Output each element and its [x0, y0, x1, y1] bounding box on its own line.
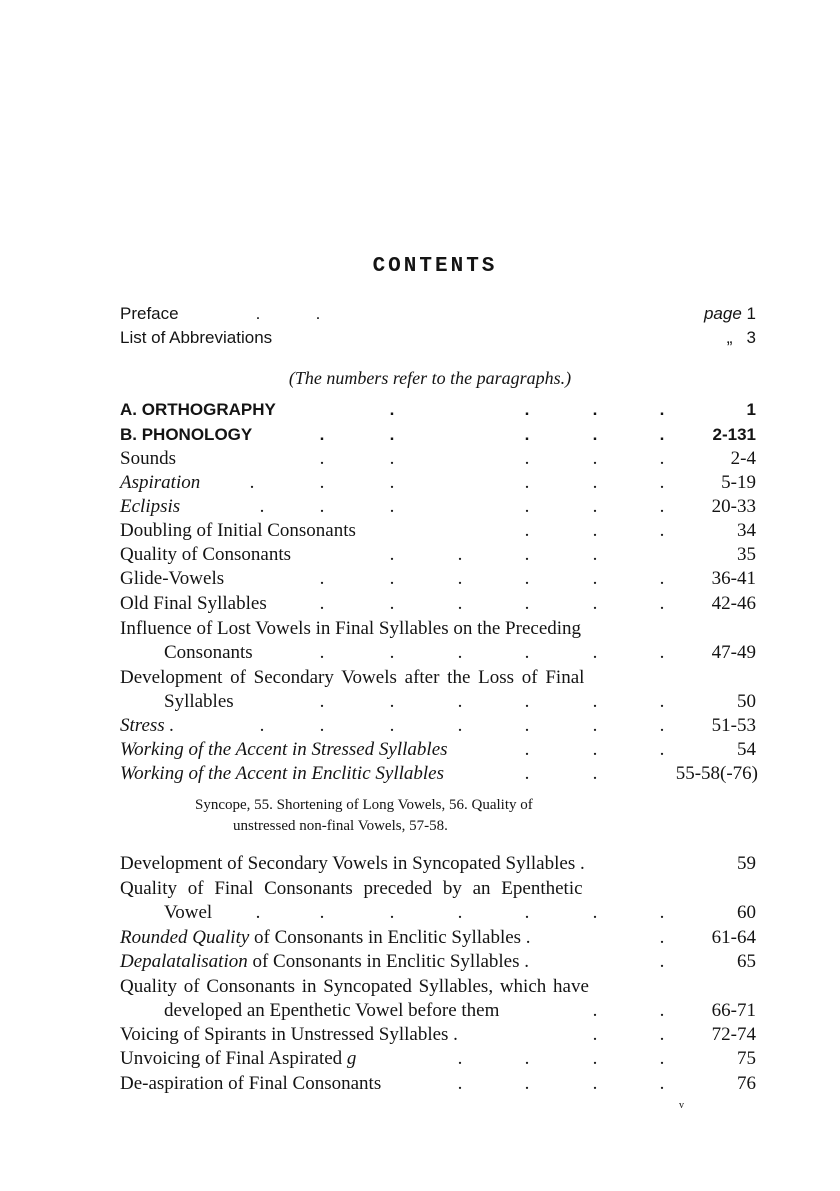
label-italic: g — [346, 1048, 357, 1069]
toc-entry-doubling: Doubling of Initial Consonants . . . 34 — [120, 520, 756, 541]
toc-page: 1 — [746, 400, 756, 419]
leader-dot: . — [315, 304, 321, 323]
label-rest: of Consonants in Enclitic Syllables . — [247, 951, 530, 972]
toc-entry-old-final-syllables: Old Final Syllables . . . . . . 42-46 — [120, 593, 756, 614]
toc-entry-influence: Consonants . . . . . . 47-49 — [164, 642, 756, 663]
toc-label: Development of Secondary Vowels in Syncopated Syllables . — [120, 853, 585, 874]
toc-page: 75 — [737, 1048, 756, 1069]
toc-label: A. ORTHOGRAPHY — [120, 400, 276, 419]
toc-entry-abbreviations — [120, 326, 756, 350]
toc-page: 51-53 — [711, 715, 756, 736]
syncope-subnote — [195, 795, 675, 837]
page-prefix: page — [703, 304, 742, 323]
leader-dot: . — [255, 304, 261, 323]
toc-page: 36-41 — [711, 568, 756, 589]
toc-label — [120, 926, 531, 950]
toc-entry-orthography: A. ORTHOGRAPHY . . . . 1 — [120, 398, 756, 422]
toc-entry-dev-syncopated — [120, 852, 756, 876]
toc-entry-voicing: Voicing of Spirants in Unstressed Syllables . . . 72-74 — [120, 1024, 756, 1045]
toc-entry-deaspiration: De-aspiration of Final Consonants . . . . 76 — [120, 1073, 756, 1094]
toc-page: 55-58(-76) — [675, 763, 758, 784]
toc-entry-quality-final-line1: Quality of Final Consonants preceded by an Epenthetic — [120, 878, 583, 899]
toc-page: 72-74 — [711, 1024, 756, 1045]
toc-entry-quality-syncopated: developed an Epenthetic Vowel before them . . 66-71 — [164, 1000, 756, 1021]
toc-label: Stress . — [120, 715, 175, 736]
toc-label: Sounds — [120, 448, 176, 469]
toc-label: Eclipsis — [120, 496, 181, 517]
toc-label — [120, 1047, 356, 1071]
toc-page: 5-19 — [721, 472, 756, 493]
toc-page: 59 — [737, 853, 756, 874]
toc-entry-stress: Stress . . . . . . . . 51-53 — [120, 715, 756, 736]
toc-page — [704, 302, 756, 326]
toc-entry-depalatalisation: Depalatalisation of Consonants in Enclitic Syllables . . 65 — [120, 951, 756, 972]
toc-entry-rounded-quality: Rounded Quality of Consonants in Enclitic Syllables . . 61-64 — [120, 927, 756, 948]
toc-label: Voicing of Spirants in Unstressed Syllables . — [120, 1024, 458, 1045]
toc-entry-development: Syllables . . . . . . 50 — [164, 691, 756, 712]
page-prefix: „ — [726, 328, 733, 347]
toc-page: 54 — [737, 739, 756, 760]
toc-entry-accent-enclitic: Working of the Accent in Enclitic Syllables . . 55-58(-76) — [120, 763, 758, 784]
label-italic: Depalatalisation — [120, 951, 248, 972]
toc-page: 2-131 — [712, 425, 756, 444]
subnote-line: Syncope, 55. Shortening of Long Vowels, 56. Quality of — [195, 797, 533, 813]
toc-page: 60 — [737, 902, 756, 923]
toc-label: Doubling of Initial Consonants — [120, 520, 356, 541]
subnote-line: unstressed non-final Vowels, 57-58. — [233, 818, 448, 834]
toc-page: 76 — [737, 1073, 756, 1094]
toc-label: Glide-Vowels — [120, 568, 225, 589]
page-folio: v — [679, 1100, 684, 1111]
toc-entry-unvoicing: Unvoicing of Final Aspirated g . . . . 75 — [120, 1048, 756, 1069]
page-number: 3 — [746, 328, 756, 347]
contents-heading: CONTENTS — [372, 255, 498, 278]
toc-label: B. PHONOLOGY — [120, 425, 253, 444]
toc-entry-preface — [120, 302, 756, 326]
toc-label: Old Final Syllables — [120, 593, 267, 614]
toc-label: Syllables — [164, 691, 234, 712]
toc-entry-eclipsis: Eclipsis . . . . . . 20-33 — [120, 496, 756, 517]
toc-entry-quality-final: Vowel . . . . . . . 60 — [164, 902, 756, 923]
toc-label: Working of the Accent in Enclitic Syllables — [120, 763, 444, 784]
toc-label: Quality of Consonants — [120, 544, 291, 565]
toc-page: 42-46 — [711, 593, 756, 614]
toc-label: Working of the Accent in Stressed Syllables — [120, 739, 448, 760]
toc-page: 2-4 — [730, 448, 756, 469]
toc-page: 65 — [737, 951, 756, 972]
toc-page: 66-71 — [711, 1000, 756, 1021]
toc-page — [727, 326, 756, 350]
toc-entry-development-line1: Development of Secondary Vowels after the Loss of Final — [120, 667, 585, 688]
label-rest: of Consonants in Enclitic Syllables . — [249, 927, 531, 948]
label-rest: Unvoicing of Final Aspirated — [120, 1048, 347, 1069]
toc-entry-quality-of-consonants: Quality of Consonants . . . . 35 — [120, 544, 756, 565]
toc-page: 35 — [737, 544, 756, 565]
toc-entry-quality-syncopated-line1: Quality of Consonants in Syncopated Syllables, which have — [120, 976, 589, 997]
toc-page: 47-49 — [711, 642, 756, 663]
toc-label — [120, 950, 529, 974]
toc-entry-glide-vowels: Glide-Vowels . . . . . . 36-41 — [120, 568, 756, 589]
toc-label: De-aspiration of Final Consonants — [120, 1073, 382, 1094]
toc-page: 20-33 — [711, 496, 756, 517]
toc-page: 34 — [737, 520, 756, 541]
toc-label: Vowel — [164, 902, 213, 923]
toc-entry-aspiration: Aspiration . . . . . . 5-19 — [120, 472, 756, 493]
page-number: 1 — [746, 304, 756, 323]
toc-label: developed an Epenthetic Vowel before them — [164, 1000, 500, 1021]
toc-entry-sounds: Sounds . . . . . 2-4 — [120, 448, 756, 469]
numbers-note: (The numbers refer to the paragraphs.) — [288, 368, 572, 388]
toc-label: Aspiration — [120, 472, 201, 493]
toc-label: List of Abbreviations — [120, 328, 273, 347]
toc-entry-accent-stressed: Working of the Accent in Stressed Syllables . . . 54 — [120, 739, 756, 760]
toc-label: Preface — [120, 304, 179, 323]
toc-page: 61-64 — [711, 927, 756, 948]
toc-entry-influence-line1: Influence of Lost Vowels in Final Syllables on the Preceding — [120, 618, 582, 639]
toc-label: Consonants — [164, 642, 253, 663]
toc-entry-phonology: B. PHONOLOGY . . . . . 2-131 — [120, 423, 756, 447]
toc-page: 50 — [737, 691, 756, 712]
label-italic: Rounded Quality — [120, 927, 250, 948]
